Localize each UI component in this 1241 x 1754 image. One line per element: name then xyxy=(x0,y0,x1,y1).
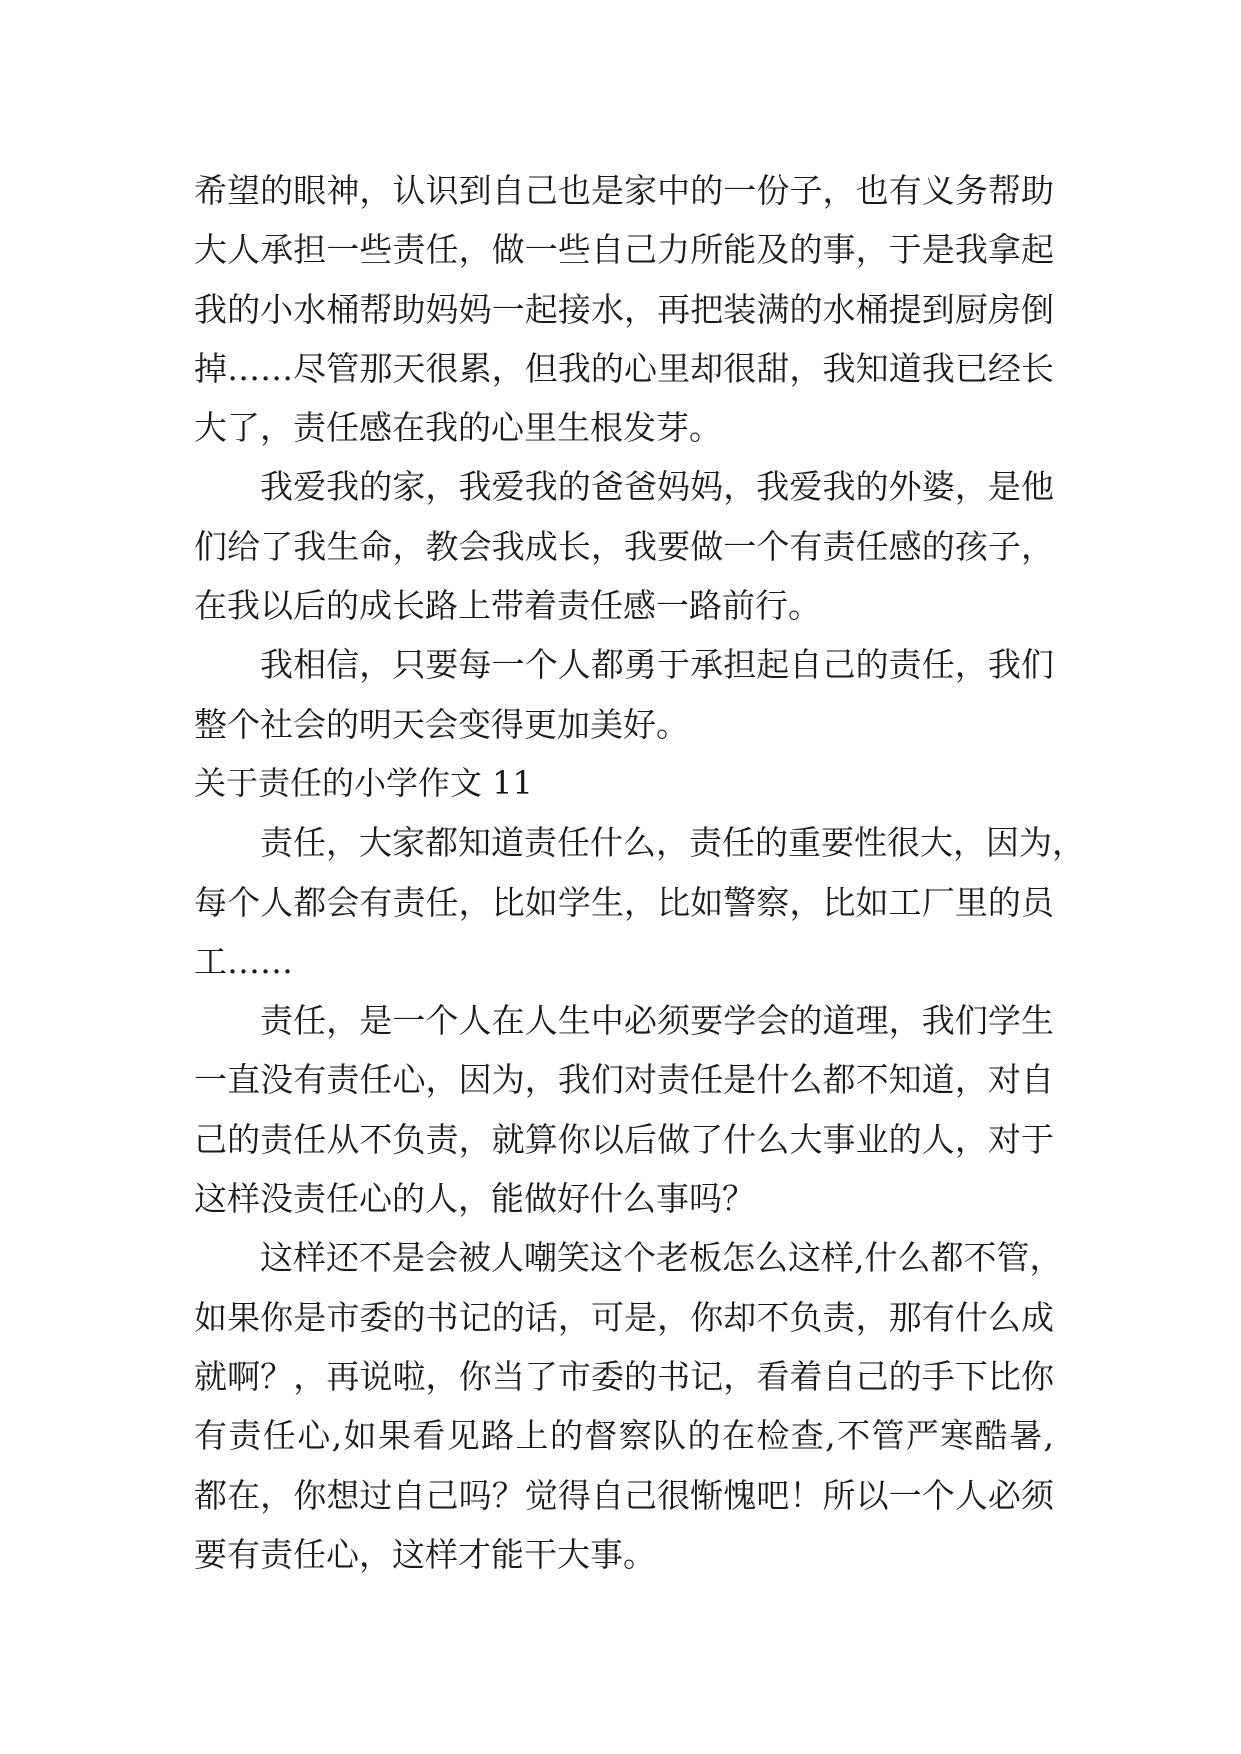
text-line: 就啊？，再说啦，你当了市委的书记，看着自己的手下比你 xyxy=(194,1356,1054,1396)
text-line: 都在，你想过自己吗？觉得自己很惭愧吧！所以一个人必须 xyxy=(194,1475,1054,1515)
text-line: 大人承担一些责任，做一些自己力所能及的事，于是我拿起 xyxy=(194,230,1054,270)
text-line: 在我以后的成长路上带着责任感一路前行。 xyxy=(194,586,821,626)
text-line: 我的小水桶帮助妈妈一起接水，再把装满的水桶提到厨房倒 xyxy=(194,289,1054,329)
paragraph xyxy=(194,457,1054,635)
paragraph xyxy=(194,991,1054,1228)
text-line: 责任，大家都知道责任什么，责任的重要性很大，因为， xyxy=(260,823,1085,863)
text-line: 大了，责任感在我的心里生根发芽。 xyxy=(194,408,722,448)
text-line: 己的责任从不负责，就算你以后做了什么大事业的人，对于 xyxy=(194,1119,1054,1159)
text-line: 如果你是市委的书记的话，可是，你却不负责，那有什么成 xyxy=(194,1297,1054,1337)
paragraph xyxy=(194,161,1054,457)
text-line: 们给了我生命，教会我成长，我要做一个有责任感的孩子， xyxy=(194,526,1054,566)
text-line: 有责任心,如果看见路上的督察队的在检查,不管严寒酷暑, xyxy=(194,1416,1054,1456)
text-line: 我相信，只要每一个人都勇于承担起自己的责任，我们 xyxy=(260,645,1054,685)
text-line: 这样没责任心的人，能做好什么事吗？ xyxy=(194,1179,755,1219)
paragraph xyxy=(194,1228,1063,1584)
text-line: 我爱我的家，我爱我的爸爸妈妈，我爱我的外婆，是他 xyxy=(260,467,1054,507)
document-body xyxy=(194,161,1085,1584)
text-line: 工…… xyxy=(194,941,293,981)
text-line: 整个社会的明天会变得更加美好。 xyxy=(194,704,689,744)
paragraph xyxy=(194,813,1085,991)
text-line: 责任，是一个人在人生中必须要学会的道理，我们学生 xyxy=(260,1001,1054,1041)
text-line: 一直没有责任心，因为，我们对责任是什么都不知道，对自 xyxy=(194,1060,1054,1100)
text-line: 这样还不是会被人嘲笑这个老板怎么这样,什么都不管， xyxy=(260,1238,1063,1278)
text-line: 希望的眼神，认识到自己也是家中的一份子，也有义务帮助 xyxy=(194,171,1054,210)
paragraph xyxy=(194,635,1054,754)
text-line: 要有责任心，这样才能干大事。 xyxy=(194,1534,656,1574)
section-heading xyxy=(194,754,1054,813)
heading-text: 关于责任的小学作文 11 xyxy=(194,763,533,802)
text-line: 掉……尽管那天很累，但我的心里却很甜，我知道我已经长 xyxy=(194,348,1054,388)
text-line: 每个人都会有责任，比如学生，比如警察，比如工厂里的员 xyxy=(194,882,1054,922)
